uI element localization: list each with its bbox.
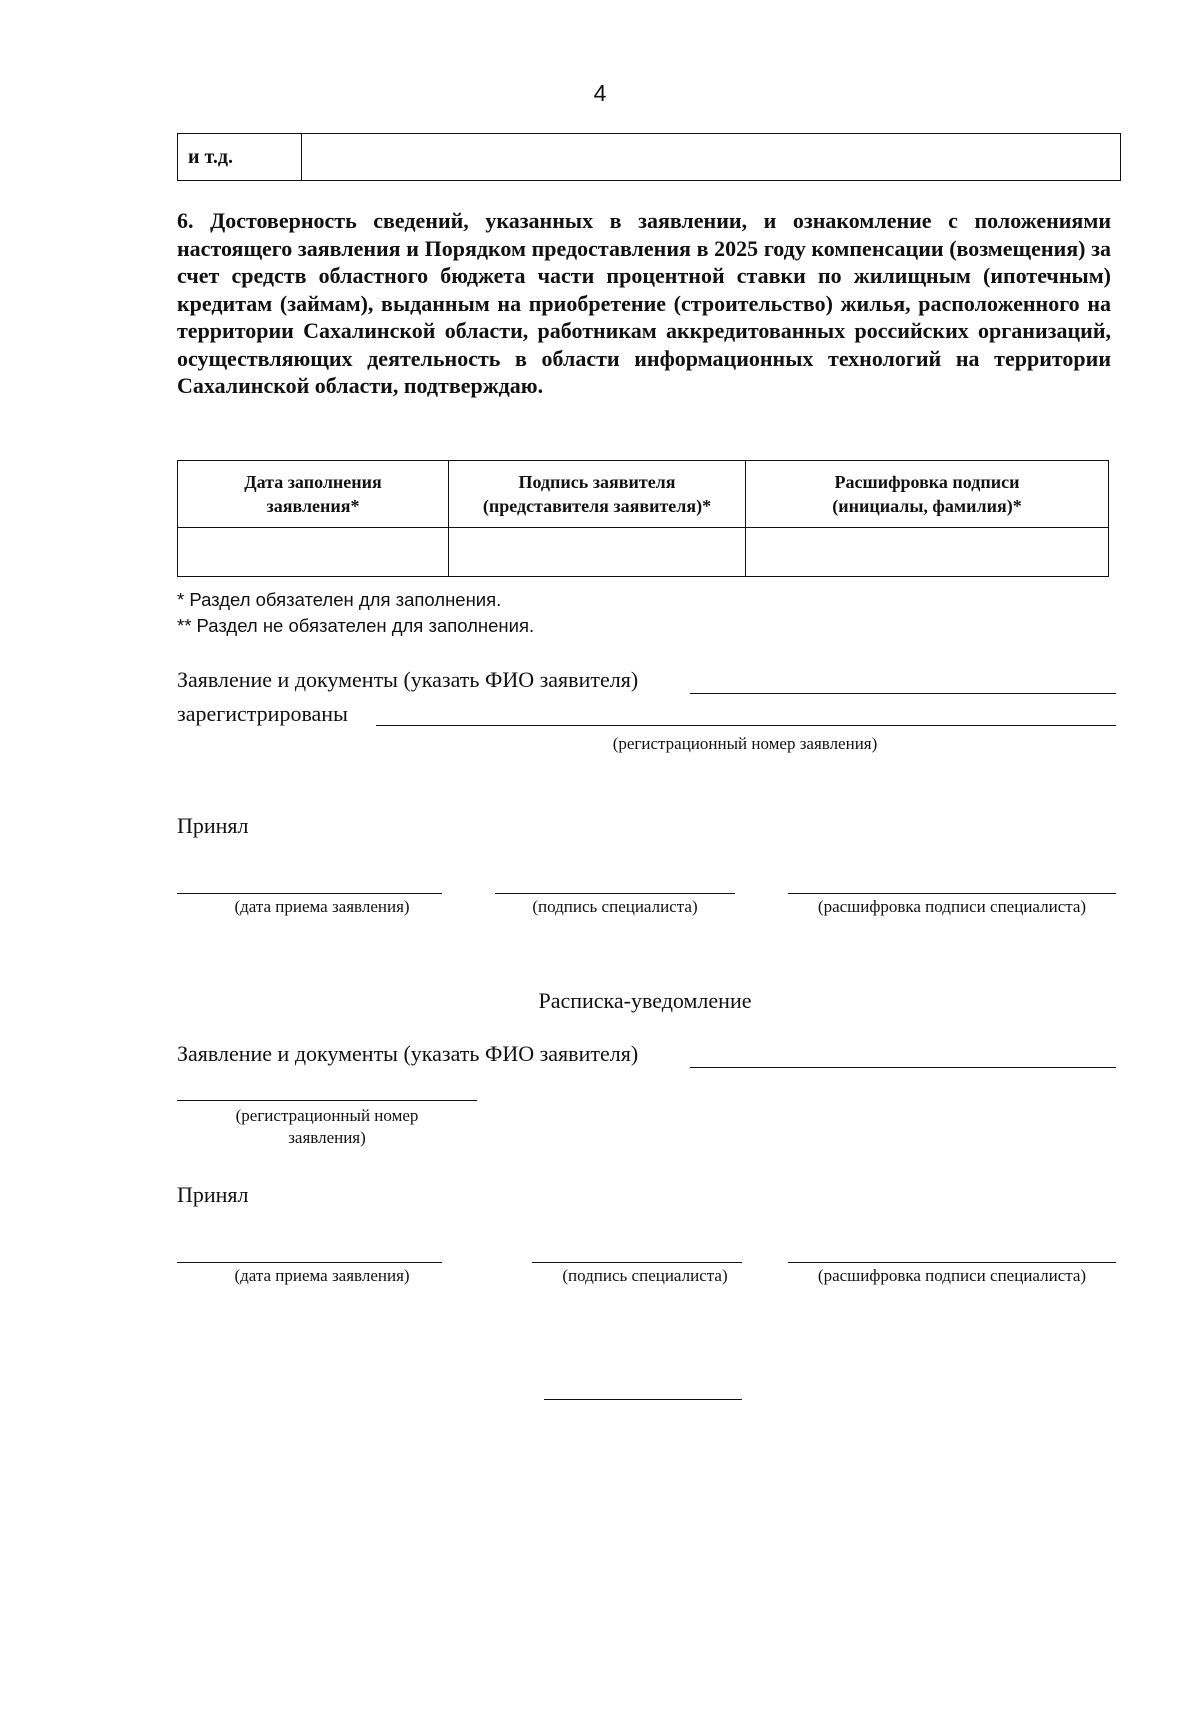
specialist-signature-field-2[interactable] xyxy=(532,1262,742,1263)
accept-date-caption-1: (дата приема заявления) xyxy=(234,897,410,916)
table-row xyxy=(178,134,1121,181)
optional-note: ** Раздел не обязателен для заполнения. xyxy=(177,615,535,636)
required-note: * Раздел обязателен для заполнения. xyxy=(177,589,502,610)
registration-registered-label: зарегистрированы xyxy=(177,701,348,726)
registration-fio-label: Заявление и документы (указать ФИО заявителя) xyxy=(177,667,639,692)
page-number: 4 xyxy=(593,80,607,106)
header-fill-date-line1: Дата заполнения xyxy=(244,472,382,492)
specialist-signature-field-1[interactable] xyxy=(495,893,735,894)
accept-date-caption-2: (дата приема заявления) xyxy=(234,1266,410,1285)
header-signature-decoding xyxy=(746,461,1109,528)
fill-date-cell[interactable] xyxy=(178,528,449,577)
accepted-label-2: Принял xyxy=(177,1182,249,1207)
applicant-signature-cell[interactable] xyxy=(449,528,746,577)
receipt-title: Расписка-уведомление xyxy=(538,988,752,1013)
continuation-label-cell: и т.д. xyxy=(178,134,302,181)
specialist-decoding-caption-1: (расшифровка подписи специалиста) xyxy=(817,897,1087,916)
section-6-confirmation-text: 6. Достоверность сведений, указанных в заявлении, и ознакомление с положениями настоящего заявления и Порядком предоставления в 2025 году компенсации (возмещения) за счет средств областного бюджета части процентной ставки по жилищным (ипотечным) кредитам (займам), выданным на приобретение (строительство) жилья, расположенного на территории Сахалинской области, работникам аккредитованных российских организаций, осуществляющих деятельность в области информационных технологий на территории Сахалинской области, подтверждаю. xyxy=(177,208,1111,398)
header-fill-date-line2: заявления* xyxy=(266,496,360,516)
specialist-decoding-caption-2: (расшифровка подписи специалиста) xyxy=(817,1266,1087,1285)
receipt-number-caption xyxy=(177,1105,477,1149)
applicant-signature-table xyxy=(177,460,1109,577)
receipt-number-caption-line2: заявления) xyxy=(288,1128,366,1147)
header-applicant-signature-line1: Подпись заявителя xyxy=(518,472,676,492)
closing-divider xyxy=(544,1399,742,1400)
header-fill-date xyxy=(178,461,449,528)
registration-number-caption: (регистрационный номер заявления) xyxy=(612,734,878,753)
continuation-table xyxy=(177,133,1121,181)
specialist-signature-caption-1: (подпись специалиста) xyxy=(532,897,698,916)
header-signature-decoding-line1: Расшифровка подписи xyxy=(834,472,1020,492)
accepted-label-1: Принял xyxy=(177,813,249,838)
table-row xyxy=(178,528,1109,577)
specialist-signature-caption-2: (подпись специалиста) xyxy=(562,1266,728,1285)
receipt-number-field[interactable] xyxy=(177,1100,477,1101)
specialist-decoding-field-1[interactable] xyxy=(788,893,1116,894)
header-signature-decoding-line2: (инициалы, фамилия)* xyxy=(832,496,1022,516)
continuation-value-cell[interactable] xyxy=(302,134,1121,181)
header-applicant-signature-line2: (представителя заявителя)* xyxy=(482,496,712,516)
receipt-number-caption-line1: (регистрационный номер xyxy=(235,1106,419,1125)
specialist-decoding-field-2[interactable] xyxy=(788,1262,1116,1263)
registration-fio-field[interactable] xyxy=(690,693,1116,694)
receipt-fio-field[interactable] xyxy=(690,1067,1116,1068)
accept-date-field-1[interactable] xyxy=(177,893,442,894)
registration-number-field[interactable] xyxy=(376,725,1116,726)
receipt-fio-label: Заявление и документы (указать ФИО заявителя) xyxy=(177,1041,639,1066)
signature-decoding-cell[interactable] xyxy=(746,528,1109,577)
accept-date-field-2[interactable] xyxy=(177,1262,442,1263)
header-applicant-signature xyxy=(449,461,746,528)
table-header-row xyxy=(178,461,1109,528)
